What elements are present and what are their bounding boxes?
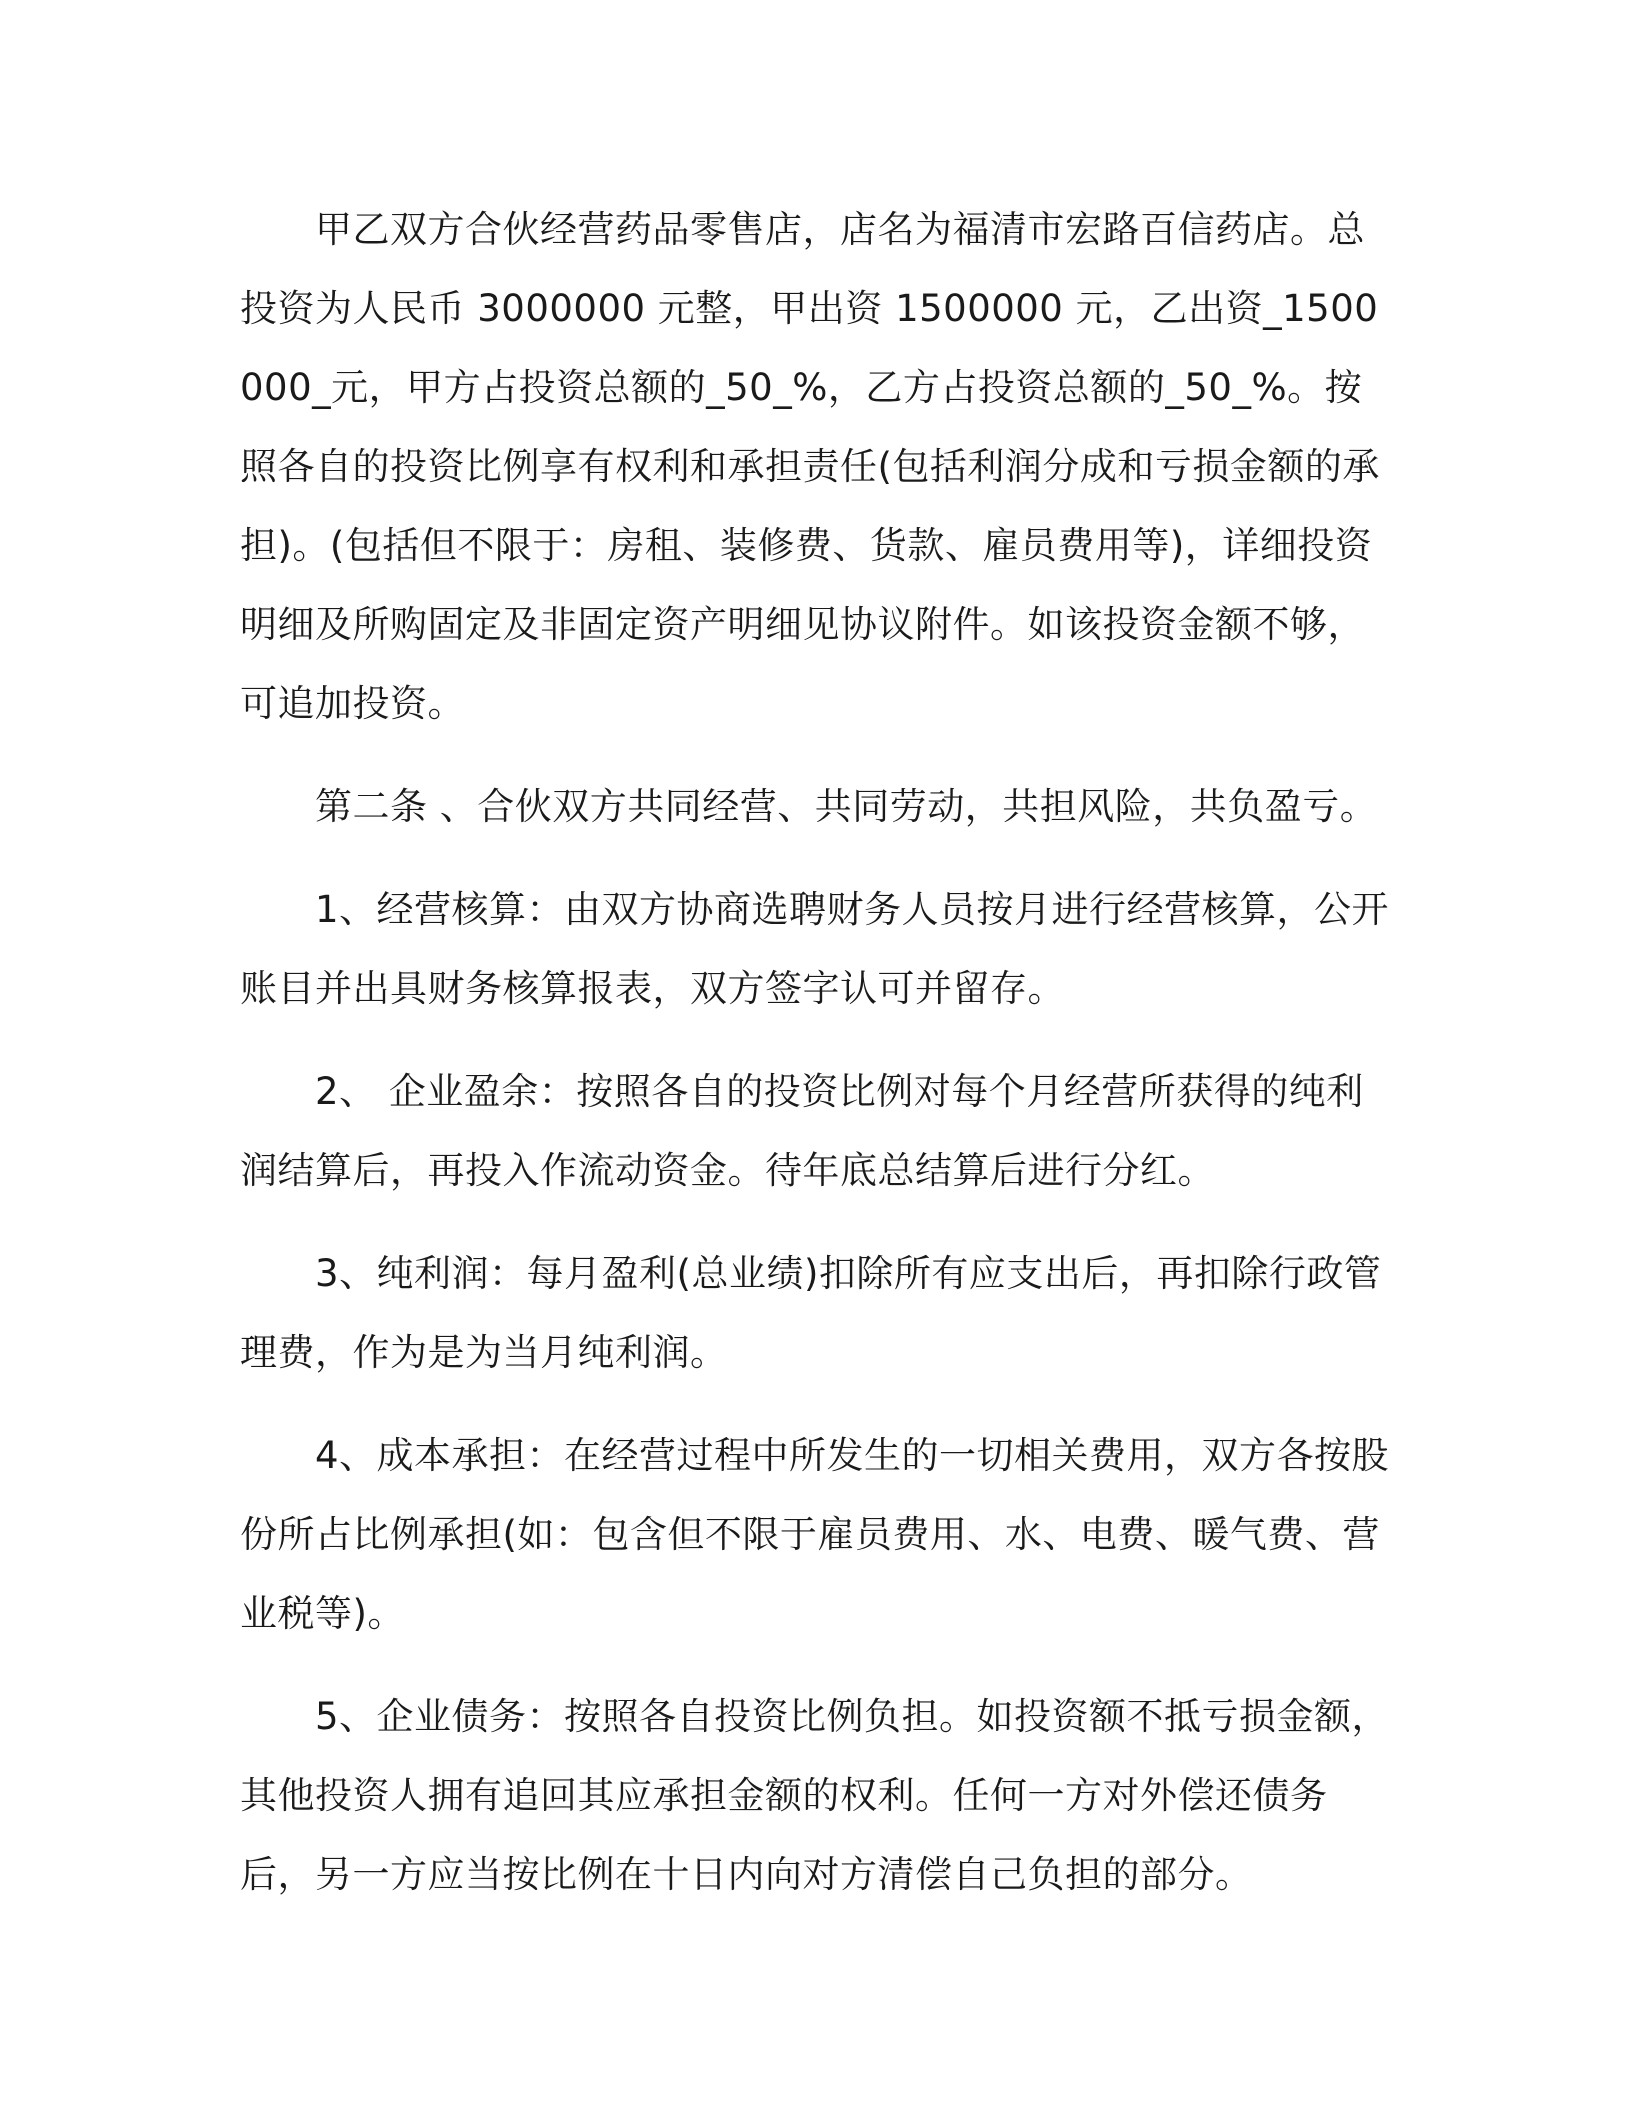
paragraph-surplus: 2、 企业盈余：按照各自的投资比例对每个月经营所获得的纯利润结算后，再投入作流动资金。待年底总结算后进行分红。: [240, 1070, 1364, 1192]
paragraph-cost-bearing: 4、成本承担：在经营过程中所发生的一切相关费用，双方各按股份所占比例承担(如：包含但不限于雇员费用、水、电费、暖气费、营业税等)。: [240, 1434, 1390, 1635]
paragraph-investment: 甲乙双方合伙经营药品零售店，店名为福清市宏路百信药店。总投资为人民币 3000000 元整，甲出资 1500000 元，乙出资_1500000_元，甲方占投资总额的_50_%，乙方占投资总额的_50_%。按照各自的投资比例享有权利和承担责任(包括利润分成和亏损金额的承担)。(包括但不限于：房租、装修费、货款、雇员费用等)，详细投资明细及所购固定及非固定资产明细见协议附件。如该投资金额不够，可追加投资。: [240, 208, 1380, 725]
paragraph-accounting: 1、经营核算：由双方协商选聘财务人员按月进行经营核算，公开账目并出具财务核算报表，双方签字认可并留存。: [240, 888, 1390, 1010]
paragraph-net-profit: 3、纯利润：每月盈利(总业绩)扣除所有应支出后，再扣除行政管理费，作为是为当月纯利润。: [240, 1252, 1382, 1374]
document-body: [240, 190, 1390, 1938]
paragraph-debts: 5、企业债务：按照各自投资比例负担。如投资额不抵亏损金额，其他投资人拥有追回其应承担金额的权利。任何一方对外偿还债务后，另一方应当按比例在十日内向对方清偿自己负担的部分。: [240, 1695, 1390, 1896]
paragraph-article-two: 第二条 、合伙双方共同经营、共同劳动，共担风险，共负盈亏。: [315, 785, 1378, 828]
